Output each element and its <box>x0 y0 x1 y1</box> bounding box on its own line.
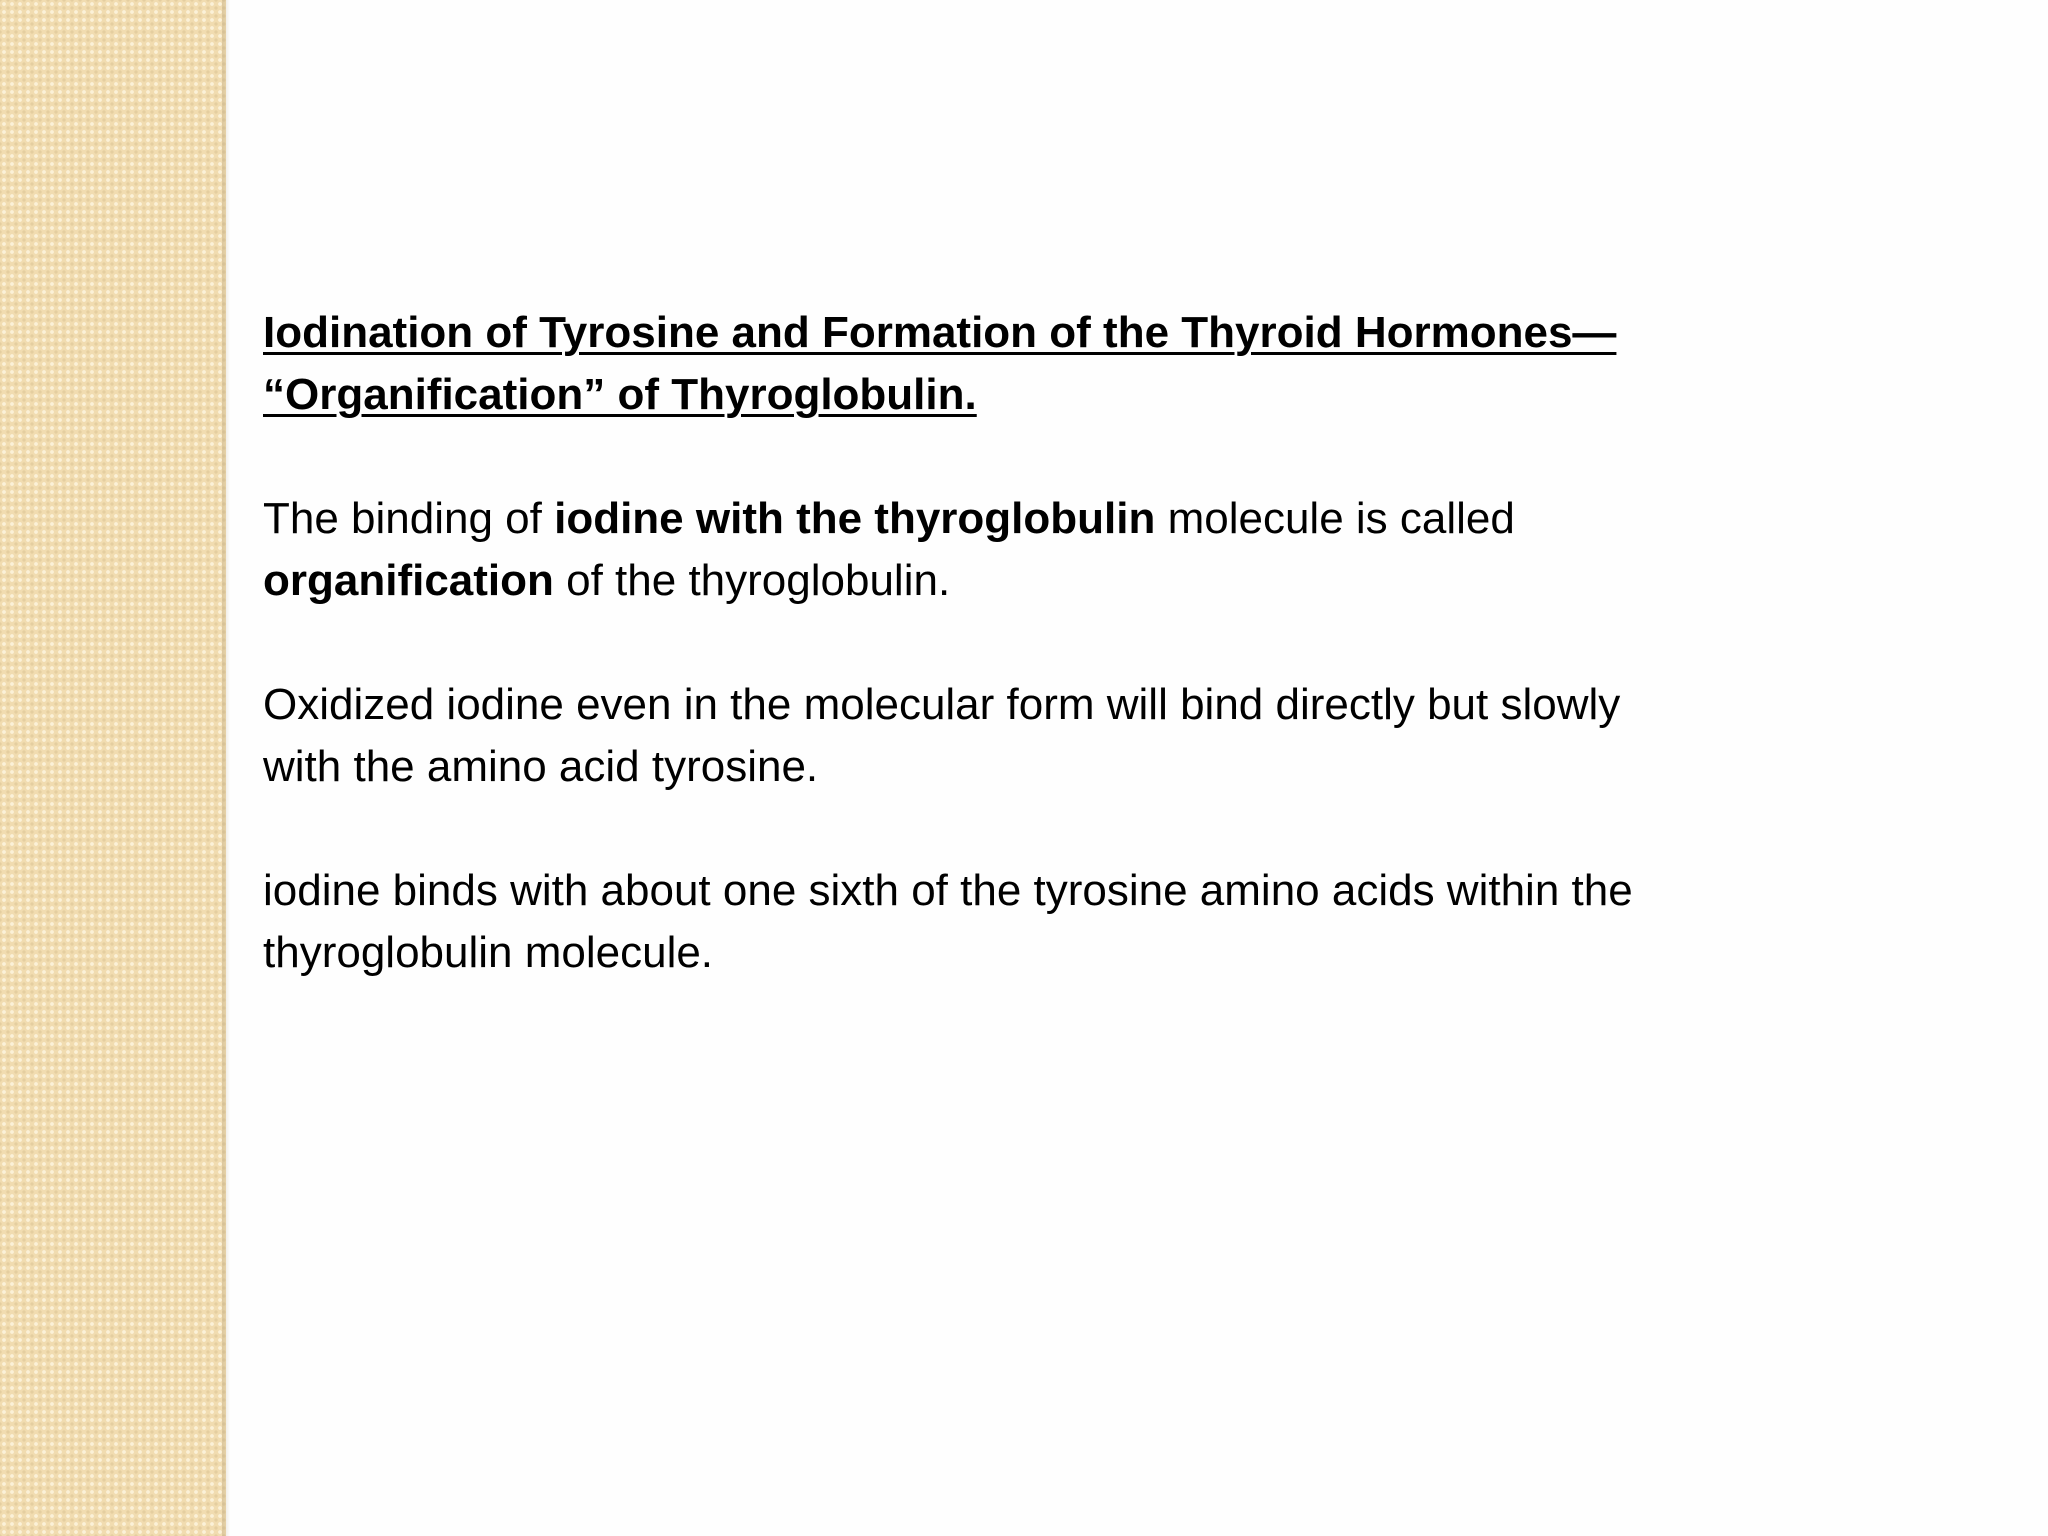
decorative-sidebar <box>0 0 226 1536</box>
paragraph-iodine-binding <box>263 860 1883 984</box>
sidebar-shadow <box>222 0 230 1536</box>
heading-line-2: “Organification” of Thyroglobulin. <box>263 370 977 419</box>
slide-heading <box>263 302 1883 426</box>
para1-text-1: The binding of <box>263 494 555 543</box>
para1-text-2: molecule is called <box>1155 494 1515 543</box>
para3-line-2: thyroglobulin molecule. <box>263 928 714 977</box>
paragraph-organification <box>263 488 1883 612</box>
heading-line-1: Iodination of Tyrosine and Formation of the Thyroid Hormones— <box>263 308 1617 357</box>
para1-bold-1: iodine with the thyroglobulin <box>554 494 1156 543</box>
para2-line-1: Oxidized iodine even in the molecular form will bind directly but slowly <box>263 680 1621 729</box>
para1-text-3: of the thyroglobulin. <box>553 556 951 605</box>
para1-bold-2: organification <box>263 556 554 605</box>
para3-line-1: iodine binds with about one sixth of the tyrosine amino acids within the <box>263 866 1633 915</box>
slide-content <box>263 302 1883 1046</box>
paragraph-oxidized-iodine <box>263 674 1883 798</box>
para2-line-2: with the amino acid tyrosine. <box>263 742 819 791</box>
